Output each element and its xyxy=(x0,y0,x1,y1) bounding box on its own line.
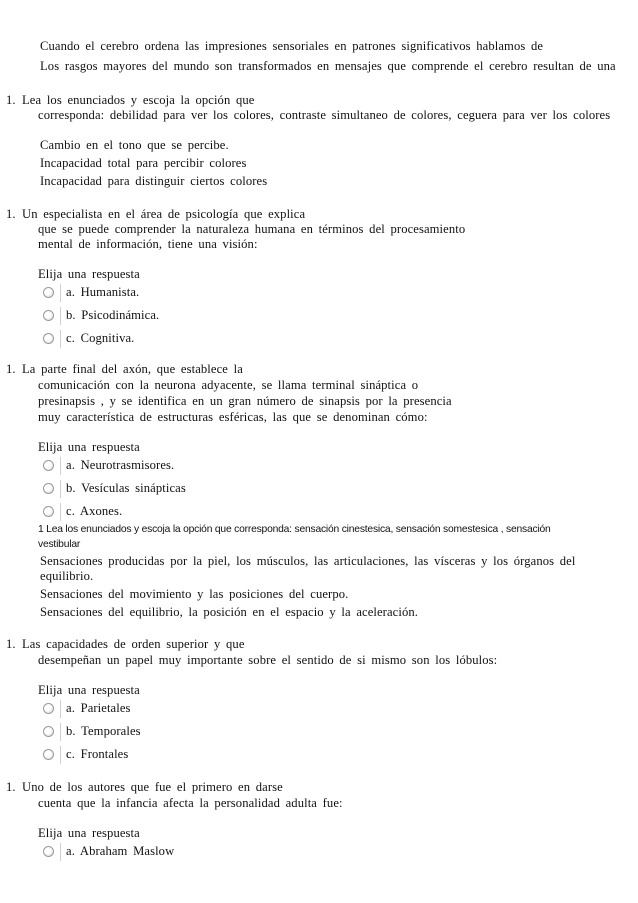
q3-text-line-2: comunicación con la neurona adyacente, se llama terminal sináptica o xyxy=(38,378,419,392)
q4-item: equilibrio. xyxy=(40,569,94,583)
q2-option-c[interactable] xyxy=(0,330,638,348)
option-divider xyxy=(60,284,61,302)
q3-text-line-4: muy característica de estructuras esféricas, las que se denominan cómo: xyxy=(38,410,428,424)
q6-text-line-1: Uno de los autores que fue el primero en darse xyxy=(22,780,283,794)
q5-number: 1. xyxy=(6,637,16,651)
q3-option-c[interactable] xyxy=(0,503,638,521)
q6-text-line-2: cuenta que la infancia afecta la personalidad adulta fue: xyxy=(38,796,343,810)
q1-item: Incapacidad total para percibir colores xyxy=(40,156,247,170)
q2-prompt: Elija una respuesta xyxy=(38,267,140,281)
radio-icon[interactable] xyxy=(43,460,54,471)
radio-icon[interactable] xyxy=(43,483,54,494)
q3-prompt: Elija una respuesta xyxy=(38,440,140,454)
option-divider xyxy=(60,723,61,741)
q2-text-line-2: que se puede comprender la naturaleza humana en términos del procesamiento xyxy=(38,222,466,236)
option-divider xyxy=(60,330,61,348)
q4-item: Sensaciones del movimiento y las posiciones del cuerpo. xyxy=(40,587,349,601)
q3-text-line-1: La parte final del axón, que establece la xyxy=(22,362,243,376)
q2-option-a[interactable] xyxy=(0,284,638,302)
radio-icon[interactable] xyxy=(43,749,54,760)
option-label: b. Temporales xyxy=(66,724,141,738)
option-label: a. Abraham Maslow xyxy=(66,844,175,858)
q2-text-line-1: Un especialista en el área de psicología que explica xyxy=(22,207,306,221)
radio-icon[interactable] xyxy=(43,333,54,344)
q1-number: 1. xyxy=(6,93,16,107)
option-divider xyxy=(60,843,61,861)
option-label: a. Humanista. xyxy=(66,285,140,299)
option-label: a. Parietales xyxy=(66,701,131,715)
option-label: b. Psicodinámica. xyxy=(66,308,160,322)
q1-item: Incapacidad para distinguir ciertos colores xyxy=(40,174,268,188)
option-label: c. Cognitiva. xyxy=(66,331,135,345)
q6-prompt: Elija una respuesta xyxy=(38,826,140,840)
option-label: c. Axones. xyxy=(66,504,123,518)
q2-text-line-3: mental de información, tiene una visión: xyxy=(38,237,258,251)
q5-text-line-2: desempeñan un papel muy importante sobre el sentido de si mismo son los lóbulos: xyxy=(38,653,498,667)
radio-icon[interactable] xyxy=(43,310,54,321)
q5-text-line-1: Las capacidades de orden superior y que xyxy=(22,637,245,651)
option-divider xyxy=(60,457,61,475)
radio-icon[interactable] xyxy=(43,726,54,737)
q3-option-a[interactable] xyxy=(0,457,638,475)
q4-item: Sensaciones producidas por la piel, los músculos, las articulaciones, las vísceras y los órganos del xyxy=(40,554,576,568)
q6-number: 1. xyxy=(6,780,16,794)
q6-option-a[interactable] xyxy=(0,843,638,861)
q5-option-c[interactable] xyxy=(0,746,638,764)
q1-item: Cambio en el tono que se percibe. xyxy=(40,138,229,152)
option-label: b. Vesículas sinápticas xyxy=(66,481,186,495)
option-divider xyxy=(60,700,61,718)
q4-text-line-2: vestibular xyxy=(38,539,81,550)
q3-text-line-3: presinapsis , y se identifica en un gran número de sinapsis por la presencia xyxy=(38,394,452,408)
q2-option-b[interactable] xyxy=(0,307,638,325)
q4-text-line-1: 1 Lea los enunciados y escoja la opción que corresponda: sensación cinestesica, sensación somestesica , sensación xyxy=(38,524,551,535)
option-divider xyxy=(60,746,61,764)
q1-text-line-2: corresponda: debilidad para ver los colores, contraste simultaneo de colores, ceguera para ver los colores xyxy=(38,108,611,122)
intro-line-2: Los rasgos mayores del mundo son transformados en mensajes que comprende el cerebro resultan de una xyxy=(40,59,616,73)
intro-line-1: Cuando el cerebro ordena las impresiones sensoriales en patrones significativos hablamos de xyxy=(40,39,544,53)
option-divider xyxy=(60,503,61,521)
q4-item: Sensaciones del equilibrio, la posición en el espacio y la aceleración. xyxy=(40,605,418,619)
q3-number: 1. xyxy=(6,362,16,376)
option-label: a. Neurotrasmisores. xyxy=(66,458,175,472)
q1-text-line-1: Lea los enunciados y escoja la opción que xyxy=(22,93,255,107)
radio-icon[interactable] xyxy=(43,846,54,857)
radio-icon[interactable] xyxy=(43,703,54,714)
option-label: c. Frontales xyxy=(66,747,129,761)
radio-icon[interactable] xyxy=(43,287,54,298)
option-divider xyxy=(60,307,61,325)
radio-icon[interactable] xyxy=(43,506,54,517)
q5-option-b[interactable] xyxy=(0,723,638,741)
q2-number: 1. xyxy=(6,207,16,221)
q5-prompt: Elija una respuesta xyxy=(38,683,140,697)
option-divider xyxy=(60,480,61,498)
q3-option-b[interactable] xyxy=(0,480,638,498)
q5-option-a[interactable] xyxy=(0,700,638,718)
